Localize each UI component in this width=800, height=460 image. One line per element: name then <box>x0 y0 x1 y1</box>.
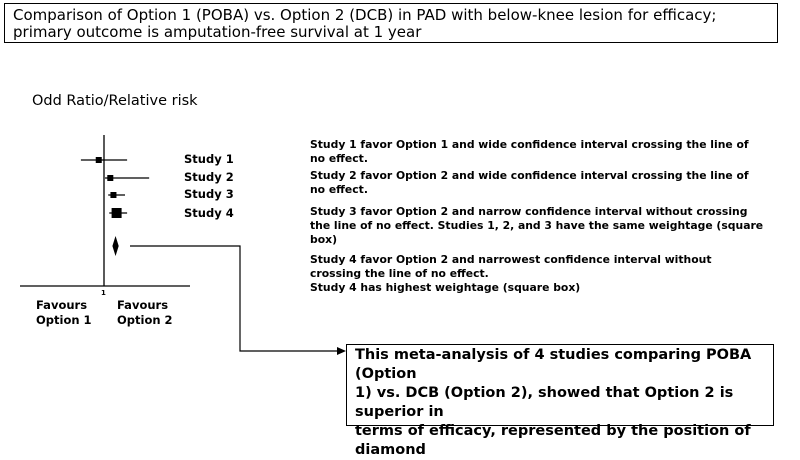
study-3-square <box>110 192 116 198</box>
study-4-square <box>112 208 122 218</box>
favours-right-line-1: Favours <box>117 298 169 312</box>
conclusion-line-4: diamond <box>355 442 426 458</box>
conclusion-box <box>346 344 774 458</box>
no-effect-tick-label: 1 <box>101 289 106 297</box>
note-study-1-a: Study 1 favor Option 1 and wide confidence interval crossing the line of <box>310 138 749 151</box>
note-study-2-b: no effect. <box>310 183 368 196</box>
study-1-square <box>96 157 102 163</box>
pooled-diamond <box>112 236 118 256</box>
note-study-3-a: Study 3 favor Option 2 and narrow confidence interval without crossing <box>310 205 748 218</box>
note-study-4-a: Study 4 favor Option 2 and narrowest confidence interval without <box>310 253 712 266</box>
plot-heading: Odd Ratio/Relative risk <box>32 93 198 109</box>
conclusion-line-2: 1) vs. DCB (Option 2), showed that Option 2 is superior in <box>355 385 734 420</box>
note-study-4-c: Study 4 has highest weightage (square box) <box>310 281 581 294</box>
note-study-4-b: crossing the line of no effect. <box>310 267 489 280</box>
title-line-1: Comparison of Option 1 (POBA) vs. Option 2 (DCB) in PAD with below-knee lesion for efficacy; <box>13 6 717 24</box>
note-study-3-b: the line of no effect. Studies 1, 2, and 3 have the same weightage (square box) <box>310 219 764 246</box>
study-notes <box>310 138 770 295</box>
conclusion-line-1: This meta-analysis of 4 studies comparing POBA (Option <box>355 347 752 382</box>
favours-option-1 <box>36 298 92 328</box>
favours-left-line-2: Option 1 <box>36 313 92 327</box>
note-study-1-b: no effect. <box>310 152 368 165</box>
study-2-square <box>107 175 113 181</box>
study-1-label: Study 1 <box>184 152 234 166</box>
study-3-label: Study 3 <box>184 187 234 201</box>
connector-arrowhead <box>337 347 346 355</box>
favours-left-line-1: Favours <box>36 298 88 312</box>
study-2-label: Study 2 <box>184 170 234 184</box>
study-4-label: Study 4 <box>184 206 234 220</box>
note-study-2-a: Study 2 favor Option 2 and wide confidence interval crossing the line of <box>310 169 749 182</box>
title-line-2: primary outcome is amputation-free survival at 1 year <box>13 23 422 41</box>
conclusion-line-3: terms of efficacy, represented by the position of <box>355 423 751 439</box>
favours-right-line-2: Option 2 <box>117 313 173 327</box>
study-markers <box>81 157 149 218</box>
favours-option-2 <box>117 298 173 328</box>
pooled-estimate <box>112 236 118 256</box>
